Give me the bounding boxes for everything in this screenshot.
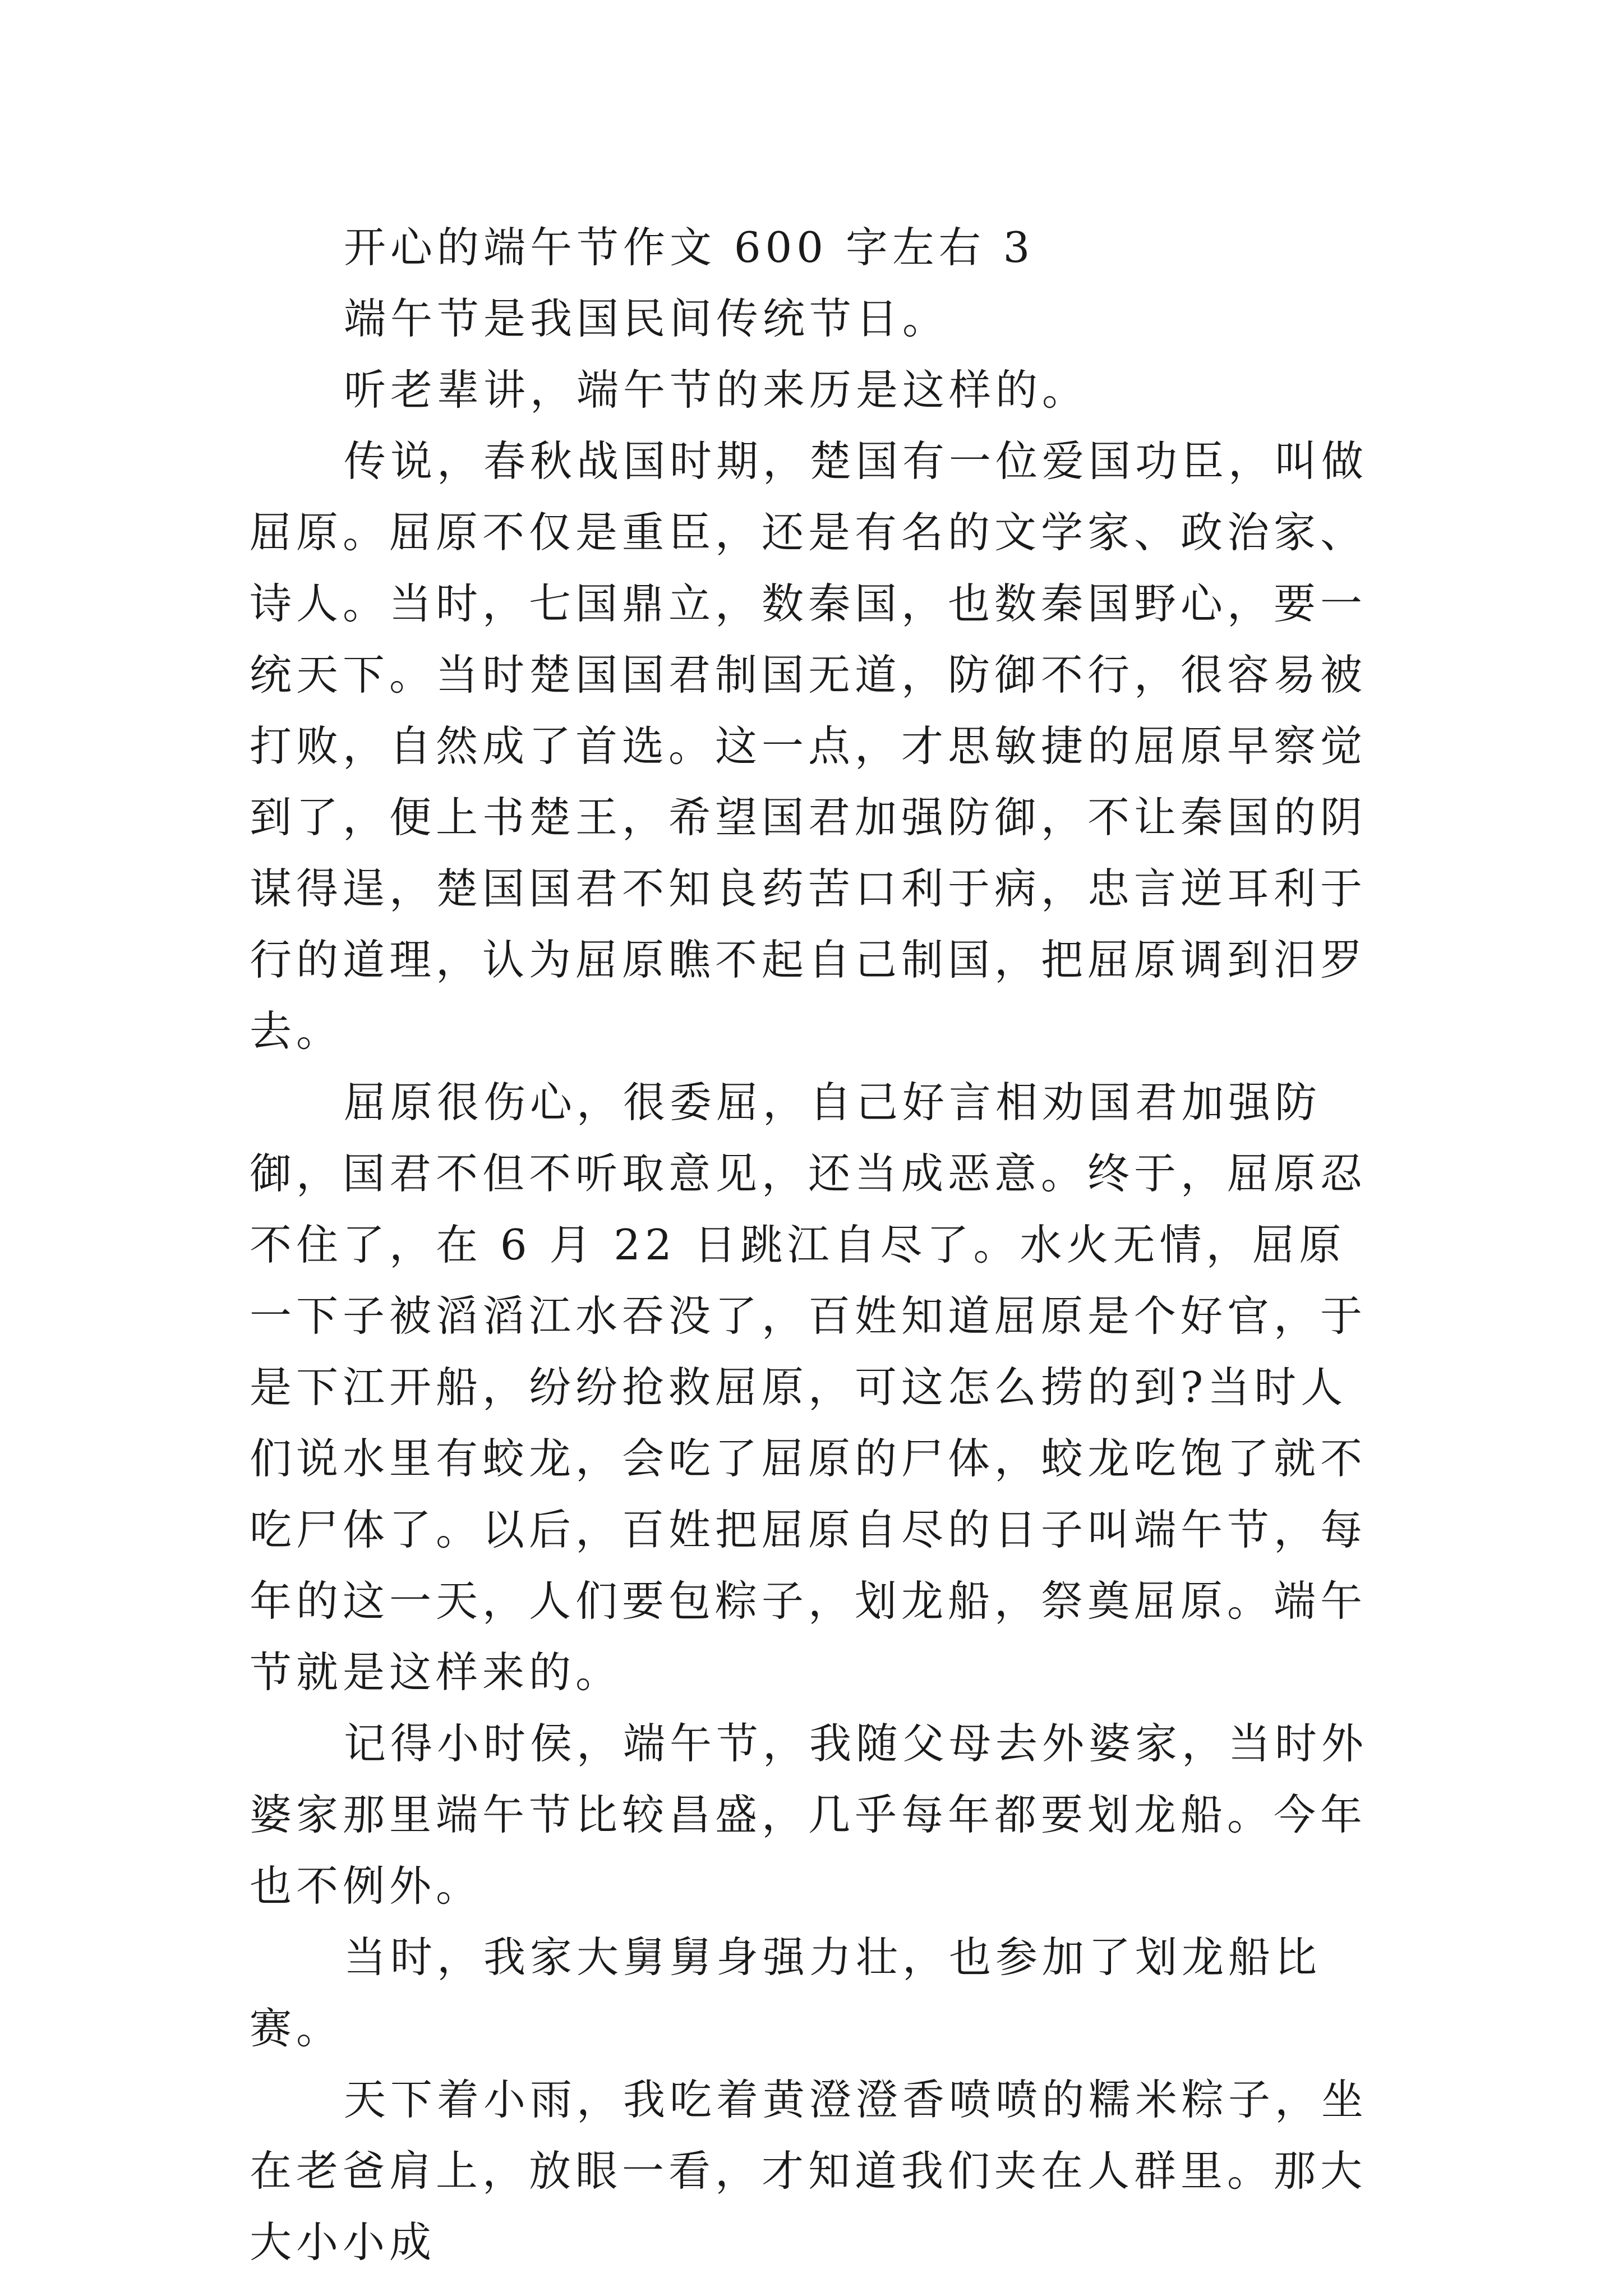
paragraph: 端午节是我国民间传统节日。 (344, 294, 949, 343)
paragraph: 天下着小雨，我吃着黄澄澄香喷喷的糯米粽子，坐在老爸肩上，放眼一看，才知道我们夹在人群里。那大大小小成 (250, 2075, 1368, 2267)
paragraph: 传说，春秋战国时期，楚国有一位爱国功臣，叫做屈原。屈原不仅是重臣，还是有名的文学家、政治家、诗人。当时，七国鼎立，数秦国，也数秦国野心，要一统天下。当时楚国国君制国无道，防御不行，很容易被打败，自然成了首选。这一点，才思敏捷的屈原早察觉到了，便上书楚王，希望国君加强防御，不让秦国的阴谋得逞，楚国国君不知良药苦口利于病，忠言逆耳利于行的道理，认为屈原瞧不起自己制国，把屈原调到汨罗去。 (250, 436, 1368, 1056)
paragraph: 屈原很伤心，很委屈，自己好言相劝国君加强防御，国君不但不听取意见，还当成恶意。终于，屈原忍不住了，在 6 月 22 日跳江自尽了。水火无情，屈原一下子被滔滔江水吞没了，百姓知道屈原是个好官，于是下江开船，纷纷抢救屈原，可这怎么捞的到?当时人们说水里有蛟龙，会吃了屈原的尸体，蛟龙吃饱了就不吃尸体了。以后，百姓把屈原自尽的日子叫端午节，每年的这一天，人们要包粽子，划龙船，祭奠屈原。端午节就是这样来的。 (250, 1078, 1367, 1697)
document-body (250, 212, 1380, 2278)
document-title: 开心的端午节作文 600 字左右 3 (344, 223, 1035, 272)
paragraph: 当时，我家大舅舅身强力壮，也参加了划龙船比赛。 (250, 1932, 1322, 2053)
paragraph: 听老辈讲，端午节的来历是这样的。 (344, 365, 1089, 415)
paragraph: 记得小时侯，端午节，我随父母去外婆家，当时外婆家那里端午节比较昌盛，几乎每年都要划龙船。今年也不例外。 (250, 1719, 1368, 1911)
